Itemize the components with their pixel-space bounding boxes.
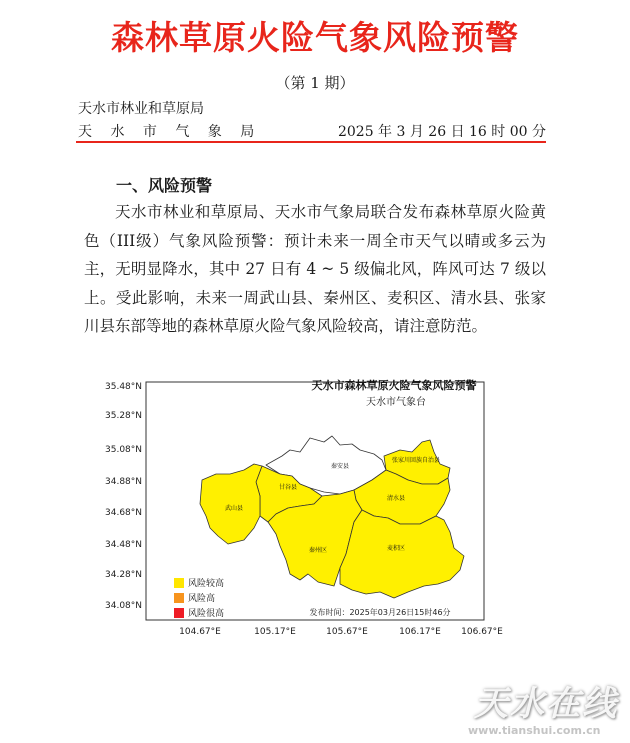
legend-swatch-higher — [174, 593, 184, 603]
legend-label: 风险高 — [188, 594, 216, 604]
y-tick-label: 35.28°N — [105, 411, 142, 421]
y-axis — [105, 382, 142, 611]
site-watermark: 天水在线 — [474, 684, 618, 724]
legend-label: 风险很高 — [188, 609, 225, 619]
label-qingshui: 清水县 — [386, 495, 406, 502]
label-zhangjiachuan: 张家川回族自治县 — [391, 457, 441, 464]
label-wushan: 武山县 — [224, 505, 244, 512]
issuer-forestry: 天水市林业和草原局 — [78, 101, 204, 117]
y-tick-label: 34.08°N — [105, 601, 142, 611]
issue-number: （第 1 期） — [275, 74, 355, 92]
y-tick-label: 35.08°N — [105, 445, 142, 455]
site-watermark-url: www.tianshui.com.cn — [468, 724, 601, 737]
issue-datetime: 2025 年 3 月 26 日 16 时 00 分 — [337, 124, 546, 140]
header-divider — [76, 141, 546, 143]
legend-swatch-highest — [174, 608, 184, 618]
label-qinzhou: 秦州区 — [308, 547, 328, 554]
label-gangu: 甘谷县 — [278, 484, 298, 491]
x-tick-label: 106.67°E — [461, 627, 503, 637]
map-title: 天水市森林草原火险气象风险预警 — [311, 379, 477, 392]
legend-label: 风险较高 — [188, 579, 225, 589]
y-tick-label: 34.48°N — [105, 540, 142, 550]
y-tick-label: 34.88°N — [105, 477, 142, 487]
x-tick-label: 104.67°E — [179, 627, 221, 637]
x-tick-label: 105.17°E — [254, 627, 296, 637]
x-tick-label: 106.17°E — [399, 627, 441, 637]
y-tick-label: 34.28°N — [105, 570, 142, 580]
document-title: 森林草原火险气象风险预警 — [111, 18, 519, 57]
warning-paragraph: 天水市林业和草原局、天水市气象局联合发布森林草原火险黄色（III级）气象风险预警：预计未来一周全市天气以晴或多云为主，无明显降水，其中 27 日有 4 ~ 5 级偏北风，阵风可达 7 级以上。受此影响，未来一周武山县、秦州区、麦积区、清水县、张家川县东部等地的森林草原火险气象风险较高，请注意防范。 — [84, 203, 546, 335]
risk-map — [104, 370, 504, 650]
legend-swatch-high — [174, 578, 184, 588]
issuer-meteorology: 天 水 市 气 象 局 — [78, 124, 262, 140]
y-tick-label: 34.68°N — [105, 508, 142, 518]
map-issued-time: 发布时间：2025年03月26日15时46分 — [309, 608, 451, 617]
label-maiji: 麦积区 — [386, 545, 406, 552]
x-tick-label: 105.67°E — [326, 627, 368, 637]
y-tick-label: 35.48°N — [105, 382, 142, 392]
map-subtitle: 天水市气象台 — [366, 397, 426, 408]
x-axis — [179, 627, 503, 637]
section-heading: 一、风险预警 — [116, 176, 213, 195]
label-qinan: 秦安县 — [330, 463, 350, 470]
